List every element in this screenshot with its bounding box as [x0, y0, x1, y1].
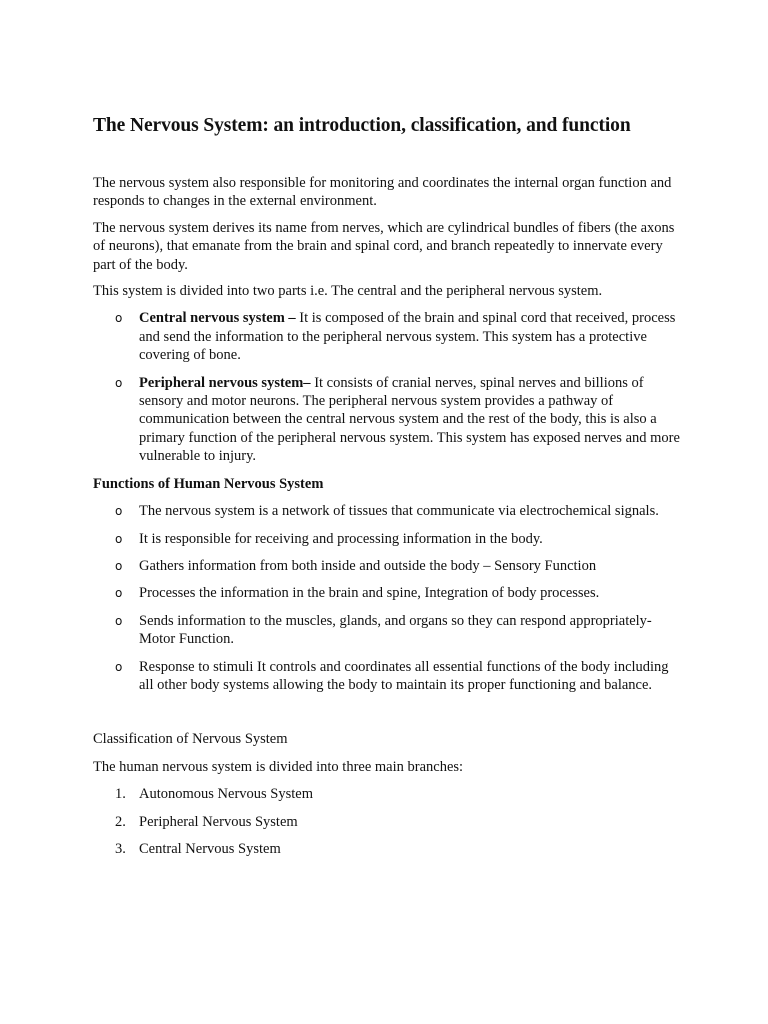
list-item — [93, 309, 683, 364]
list-item-text: Processes the information in the brain and spine, Integration of body processes. — [139, 585, 600, 602]
list-item — [93, 658, 683, 695]
list-item — [93, 840, 683, 858]
circle-bullet-icon: o — [115, 504, 123, 519]
list-item-number: 2. — [115, 813, 126, 830]
document-page — [93, 112, 683, 858]
intro-paragraph: The nervous system also responsible for monitoring and coordinates the internal organ function and responds to changes in the external environment. — [93, 175, 672, 210]
classification-list — [93, 785, 683, 858]
list-item-term: Central nervous system – — [139, 310, 296, 327]
intro-paragraph: The nervous system derives its name from nerves, which are cylindrical bundles of fibers (the axons of neurons), that emanate from the brain and spinal cord, and branch repeatedly to innervate every part of the body. — [93, 219, 675, 273]
list-item — [93, 530, 683, 548]
list-item-text: Response to stimuli It controls and coordinates all essential functions of the body including all other body systems allowing the body to maintain its proper functioning and balance. — [139, 658, 669, 693]
list-item-text: It consists of cranial nerves, spinal nerves and billions of sensory and motor neurons. The peripheral nervous system provides a pathway of communication between the central nervous system and the rest of the body, this is also a primary function of the peripheral nervous system. This system has exposed nerves and more vulnerable to injury. — [139, 374, 680, 465]
list-item — [93, 813, 683, 831]
list-item — [93, 612, 683, 649]
list-item — [93, 557, 683, 575]
list-item — [93, 502, 683, 520]
document-title: The Nervous System: an introduction, classification, and function — [93, 115, 631, 136]
list-item — [93, 785, 683, 803]
list-item — [93, 584, 683, 602]
list-item-text: The nervous system is a network of tissues that communicate via electrochemical signals. — [139, 503, 659, 520]
list-item-text: Peripheral Nervous System — [139, 813, 298, 830]
list-item-text: Autonomous Nervous System — [139, 786, 313, 803]
list-item-text: Sends information to the muscles, glands, and organs so they can respond appropriately- Motor Function. — [139, 612, 652, 648]
list-item-text: It is responsible for receiving and processing information in the body. — [139, 530, 543, 547]
list-item-text: It is composed of the brain and spinal cord that received, process and send the information to the peripheral nervous system. This system has a protective covering of bone. — [139, 310, 676, 364]
circle-bullet-icon: o — [115, 558, 123, 573]
list-item-text: Central Nervous System — [139, 840, 281, 857]
list-item-number: 1. — [115, 786, 126, 803]
intro-paragraph: This system is divided into two parts i.e. The central and the peripheral nervous system. — [93, 283, 603, 300]
list-item-text: Gathers information from both inside and outside the body – Sensory Function — [139, 557, 597, 574]
list-item-number: 3. — [115, 840, 126, 857]
circle-bullet-icon: o — [115, 531, 123, 546]
circle-bullet-icon: o — [115, 375, 123, 390]
circle-bullet-icon: o — [115, 311, 123, 326]
circle-bullet-icon: o — [115, 659, 123, 674]
functions-list — [93, 502, 683, 694]
list-item — [93, 374, 683, 466]
list-item-term: Peripheral nervous system– — [139, 374, 311, 391]
classification-heading: Classification of Nervous System — [93, 731, 288, 748]
functions-heading: Functions of Human Nervous System — [93, 475, 324, 492]
circle-bullet-icon: o — [115, 586, 123, 601]
classification-lead: The human nervous system is divided into three main branches: — [93, 758, 464, 775]
nervous-system-parts-list — [93, 309, 683, 465]
circle-bullet-icon: o — [115, 613, 123, 628]
